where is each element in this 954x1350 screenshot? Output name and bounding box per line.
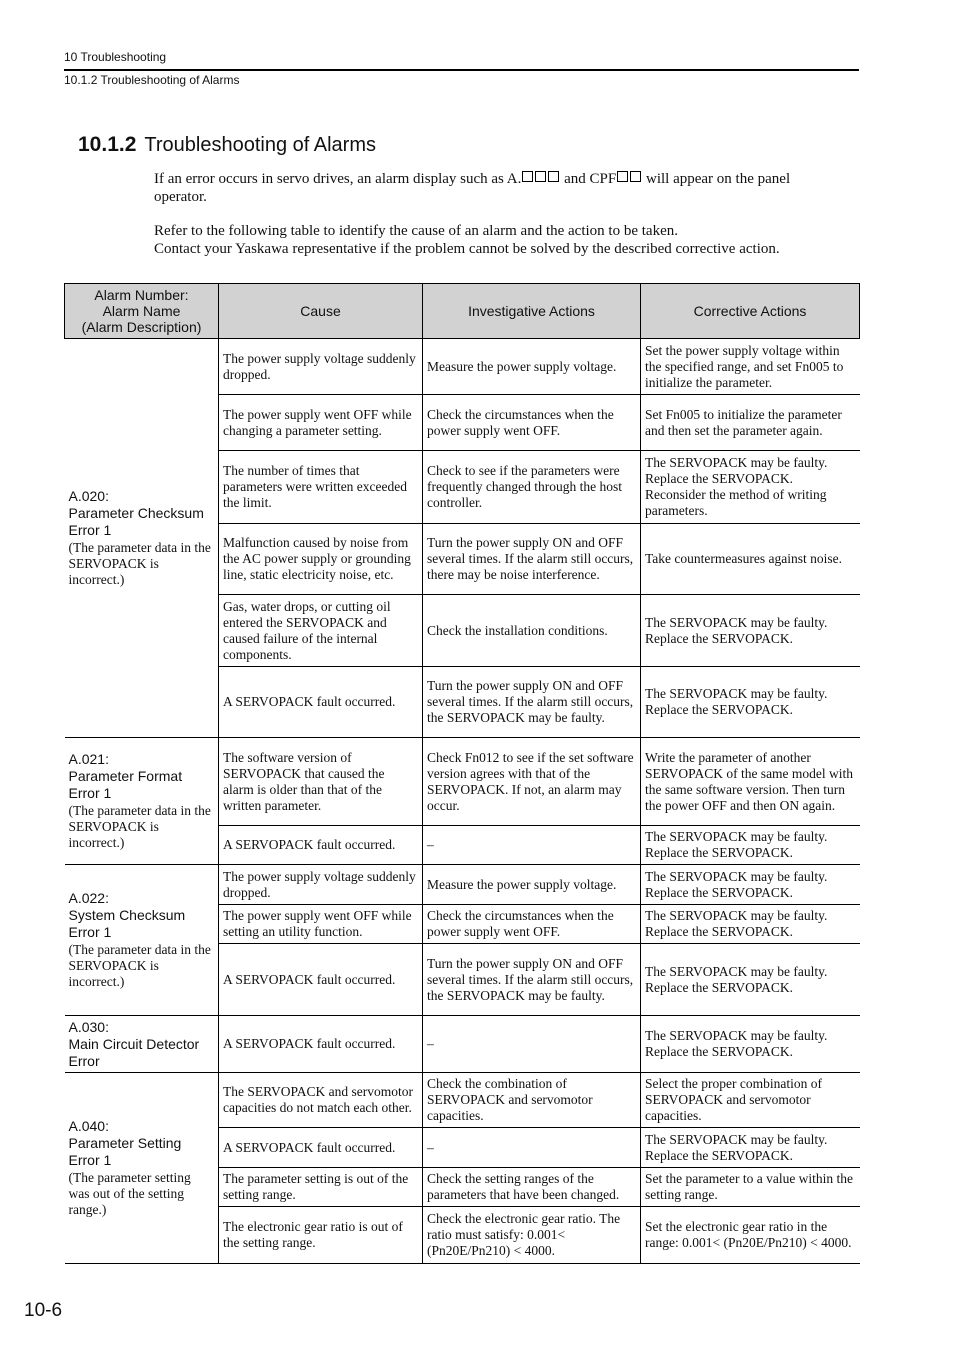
intro-text-after: will appear on the panel operator. (154, 171, 791, 205)
section-heading (78, 133, 376, 157)
corrective-cell: The SERVOPACK may be faulty. Replace the SERVOPACK. (641, 1016, 860, 1073)
corrective-cell: The SERVOPACK may be faulty. Replace the SERVOPACK. (641, 595, 860, 667)
investigative-cell: Turn the power supply ON and OFF several times. If the alarm still occurs, the SERVOPACK may be faulty. (423, 667, 641, 738)
corrective-cell: The SERVOPACK may be faulty. Replace the SERVOPACK. (641, 865, 860, 905)
investigative-cell: – (423, 1016, 641, 1073)
cause-cell: A SERVOPACK fault occurred. (219, 667, 423, 738)
table-row (65, 865, 860, 905)
alarm-description: (The parameter data in the SERVOPACK is incorrect.) (68, 540, 211, 587)
instruction-paragraph (154, 222, 844, 258)
alarm-number: A.030: (68, 1018, 109, 1035)
corrective-cell: Set Fn005 to initialize the parameter and then set the parameter again. (641, 395, 860, 451)
investigative-cell: – (423, 826, 641, 865)
section-title: Troubleshooting of Alarms (144, 134, 376, 156)
cause-cell: The power supply went OFF while setting an utility function. (219, 905, 423, 944)
intro-text-before: If an error occurs in servo drives, an alarm display such as A. (154, 171, 522, 187)
corrective-cell: The SERVOPACK may be faulty. Replace the SERVOPACK. (641, 667, 860, 738)
cause-cell: Malfunction caused by noise from the AC power supply or grounding line, static electricity noise, etc. (219, 524, 423, 595)
alarm-name: Parameter Format Error 1 (68, 768, 183, 801)
corrective-cell: Set the parameter to a value within the setting range. (641, 1168, 860, 1207)
alarm-name: Parameter Setting Error 1 (68, 1135, 182, 1168)
corrective-cell: Select the proper combination of SERVOPACK and servomotor capacities. (641, 1073, 860, 1128)
investigative-cell: Check Fn012 to see if the set software version agrees with that of the SERVOPACK. If not, an alarm may occur. (423, 738, 641, 826)
table-body (65, 339, 860, 1264)
investigative-cell: Check the circumstances when the power supply went OFF. (423, 395, 641, 451)
alarm-description: (The parameter data in the SERVOPACK is incorrect.) (68, 942, 211, 989)
header-alarm (65, 284, 219, 339)
corrective-cell: The SERVOPACK may be faulty. Replace the SERVOPACK. (641, 826, 860, 865)
header-rule (64, 69, 859, 71)
running-header-chapter: 10 Troubleshooting (64, 50, 167, 64)
corrective-cell: Set the electronic gear ratio in the range: 0.001< (Pn20E/Pn210) < 4000. (641, 1207, 860, 1264)
header-corrective: Corrective Actions (641, 284, 860, 339)
cause-cell: The power supply voltage suddenly dropped. (219, 865, 423, 905)
instruction-line-1: Refer to the following table to identify the cause of an alarm and the action to be taken. (154, 223, 678, 239)
alarm-cell (65, 738, 219, 865)
section-number: 10.1.2 (78, 133, 137, 156)
corrective-cell: The SERVOPACK may be faulty. Replace the SERVOPACK. (641, 1128, 860, 1168)
header-investigative: Investigative Actions (423, 284, 641, 339)
alarm-cell (65, 865, 219, 1016)
table-row (65, 1073, 860, 1128)
instruction-line-2: Contact your Yaskawa representative if the problem cannot be solved by the described corrective action. (154, 241, 780, 257)
investigative-cell: Check the electronic gear ratio. The ratio must satisfy: 0.001< (Pn20E/Pn210) < 4000. (423, 1207, 641, 1264)
alarm-number: A.020: (68, 488, 109, 504)
alarm-description: (The parameter data in the SERVOPACK is incorrect.) (68, 803, 211, 850)
investigative-cell: Check the combination of SERVOPACK and servomotor capacities. (423, 1073, 641, 1128)
header-alarm-line: Alarm Number: (94, 287, 189, 303)
corrective-cell: Take countermeasures against noise. (641, 524, 860, 595)
placeholder-box-icon (548, 171, 559, 182)
table-row (65, 1016, 860, 1073)
cause-cell: Gas, water drops, or cutting oil entered the SERVOPACK and caused failure of the internal components. (219, 595, 423, 667)
placeholder-box-icon (535, 171, 546, 182)
alarm-name: System Checksum Error 1 (68, 907, 186, 940)
alarm-name: Main Circuit Detector Error (68, 1035, 200, 1069)
investigative-cell: – (423, 1128, 641, 1168)
cause-cell: A SERVOPACK fault occurred. (219, 944, 423, 1016)
alarm-name: Parameter Checksum Error 1 (68, 505, 204, 538)
investigative-cell: Check the setting ranges of the parameters that have been changed. (423, 1168, 641, 1207)
corrective-cell: Write the parameter of another SERVOPACK of the same model with the same software version. Then turn the power OFF and then ON again. (641, 738, 860, 826)
alarm-number: A.040: (68, 1118, 109, 1134)
cause-cell: A SERVOPACK fault occurred. (219, 1016, 423, 1073)
investigative-cell: Check the circumstances when the power supply went OFF. (423, 905, 641, 944)
investigative-cell: Turn the power supply ON and OFF several times. If the alarm still occurs, the SERVOPACK may be faulty. (423, 944, 641, 1016)
header-cause: Cause (219, 284, 423, 339)
page-number: 10-6 (24, 1300, 63, 1321)
running-header-subsection: 10.1.2 Troubleshooting of Alarms (64, 73, 240, 87)
header-alarm-line: (Alarm Description) (81, 319, 202, 335)
cause-cell: A SERVOPACK fault occurred. (219, 1128, 423, 1168)
intro-text-middle: and CPF (560, 171, 617, 187)
investigative-cell: Measure the power supply voltage. (423, 865, 641, 905)
alarm-cell (65, 1073, 219, 1264)
table-row (65, 339, 860, 395)
alarm-cell (65, 339, 219, 738)
cause-cell: The SERVOPACK and servomotor capacities do not match each other. (219, 1073, 423, 1128)
header-alarm-line: Alarm Name (102, 303, 181, 319)
cause-cell: The number of times that parameters were written exceeded the limit. (219, 451, 423, 524)
corrective-cell: The SERVOPACK may be faulty. Replace the SERVOPACK. (641, 944, 860, 1016)
table-header-row (65, 284, 860, 339)
alarm-description: (The parameter setting was out of the setting range.) (68, 1170, 191, 1217)
placeholder-box-icon (522, 171, 533, 182)
placeholder-box-icon (617, 171, 628, 182)
alarm-number: A.021: (68, 751, 109, 767)
cause-cell: The parameter setting is out of the setting range. (219, 1168, 423, 1207)
intro-paragraph (154, 170, 844, 206)
alarm-troubleshooting-table (64, 283, 860, 1264)
alarm-number: A.022: (68, 890, 109, 906)
cause-cell: A SERVOPACK fault occurred. (219, 826, 423, 865)
cause-cell: The power supply voltage suddenly dropped. (219, 339, 423, 395)
cause-cell: The software version of SERVOPACK that caused the alarm is older than that of the written parameter. (219, 738, 423, 826)
investigative-cell: Turn the power supply ON and OFF several times. If the alarm still occurs, there may be noise interference. (423, 524, 641, 595)
corrective-cell: The SERVOPACK may be faulty. Replace the SERVOPACK. (641, 905, 860, 944)
investigative-cell: Measure the power supply voltage. (423, 339, 641, 395)
cause-cell: The power supply went OFF while changing a parameter setting. (219, 395, 423, 451)
investigative-cell: Check the installation conditions. (423, 595, 641, 667)
corrective-cell: Set the power supply voltage within the specified range, and set Fn005 to initialize the parameter. (641, 339, 860, 395)
investigative-cell: Check to see if the parameters were frequently changed through the host controller. (423, 451, 641, 524)
cause-cell: The electronic gear ratio is out of the setting range. (219, 1207, 423, 1264)
table-row (65, 738, 860, 826)
corrective-cell: The SERVOPACK may be faulty. Replace the SERVOPACK. Reconsider the method of writing parameters. (641, 451, 860, 524)
alarm-cell (65, 1016, 219, 1073)
placeholder-box-icon (630, 171, 641, 182)
